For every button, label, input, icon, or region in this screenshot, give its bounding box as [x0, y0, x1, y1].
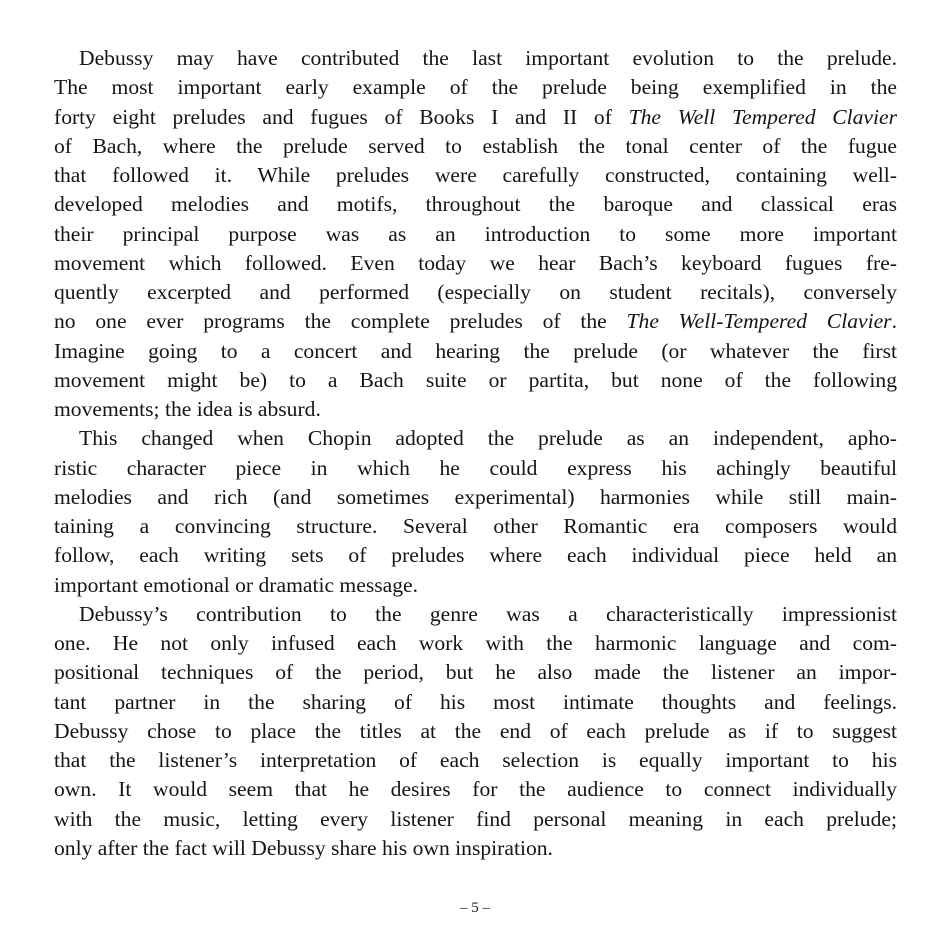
- paragraph: [54, 44, 897, 424]
- text-line: [54, 278, 897, 307]
- text-run: Debussy’s contribution to the genre was a characteristically impressionist: [79, 601, 897, 626]
- text-run: movement which followed. Even today we hear Bach’s keyboard fugues fre-: [54, 250, 897, 275]
- paragraph: [54, 600, 897, 863]
- text-line: [54, 249, 897, 278]
- text-line: [54, 454, 897, 483]
- text-run: The most important early example of the prelude being exemplified in the: [54, 75, 897, 100]
- text-run: that followed it. While preludes were carefully constructed, containing well-: [54, 163, 897, 187]
- text-line: [54, 220, 897, 249]
- text-run: ristic character piece in which he could express his achingly beautiful: [54, 455, 897, 480]
- text-run: melodies and rich (and sometimes experimental) harmonies while still main-: [54, 484, 897, 509]
- text-run: positional techniques of the period, but he also made the listener an impor-: [54, 660, 897, 685]
- text-run: their principal purpose was as an introduction to some more important: [54, 221, 897, 246]
- text-line: [54, 190, 897, 219]
- text-run: of Bach, where the prelude served to establish the tonal center of the fugue: [54, 133, 897, 158]
- text-line: [54, 512, 897, 541]
- text-run: movement might be) to a Bach suite or partita, but none of the following: [54, 367, 897, 392]
- text-line: [54, 483, 897, 512]
- text-line: [54, 629, 897, 658]
- text-line: [54, 161, 897, 190]
- text-line: [54, 541, 897, 570]
- text-run: quently excerpted and performed (especially on student recitals), conversely: [54, 280, 897, 304]
- text-run: follow, each writing sets of preludes where each individual piece held an: [54, 543, 897, 568]
- text-run: important emotional or dramatic message.: [54, 572, 418, 597]
- text-line: [54, 658, 897, 687]
- text-line: [54, 307, 897, 336]
- text-run: taining a convincing structure. Several other Romantic era composers would: [54, 514, 897, 538]
- paragraph: [54, 424, 897, 600]
- text-run: Debussy may have contributed the last important evolution to the prelude.: [79, 46, 897, 70]
- text-run: This changed when Chopin adopted the prelude as an independent, apho-: [79, 426, 897, 451]
- text-line: [54, 688, 897, 717]
- text-line: [54, 717, 897, 746]
- text-line: [54, 834, 897, 863]
- text-run: forty eight preludes and fugues of Books I and II of: [54, 104, 629, 129]
- text-line: [54, 571, 897, 600]
- text-run: no one ever programs the complete preludes of the: [54, 309, 627, 334]
- text-line: [54, 775, 897, 804]
- page-number: – 5 –: [460, 900, 490, 916]
- text-line: [54, 805, 897, 834]
- text-run: one. He not only infused each work with the harmonic language and com-: [54, 631, 897, 655]
- text-line: [54, 366, 897, 395]
- text-run: .: [891, 309, 897, 334]
- text-run: with the music, letting every listener find personal meaning in each prelude;: [54, 806, 897, 831]
- text-line: [54, 337, 897, 366]
- text-line: [54, 103, 897, 132]
- text-run: Debussy chose to place the titles at the end of each prelude as if to suggest: [54, 718, 897, 743]
- text-run: developed melodies and motifs, throughout the baroque and classical eras: [54, 192, 897, 217]
- text-run: only after the fact will Debussy share his own inspiration.: [54, 835, 553, 860]
- text-line: [54, 44, 897, 73]
- italic-title: The Well Tempered Clavier: [628, 104, 898, 129]
- text-line: [54, 600, 897, 629]
- text-run: Imagine going to a concert and hearing the prelude (or whatever the first: [54, 338, 897, 363]
- body-text: [54, 44, 897, 863]
- text-run: own. It would seem that he desires for the audience to connect individually: [54, 777, 897, 802]
- text-run: movements; the idea is absurd.: [54, 397, 321, 421]
- text-line: [54, 73, 897, 102]
- text-line: [54, 746, 897, 775]
- text-line: [54, 424, 897, 453]
- text-run: that the listener’s interpretation of each selection is equally important to his: [54, 748, 897, 772]
- text-line: [54, 395, 897, 424]
- italic-title: The Well-Tempered Clavier: [626, 309, 892, 334]
- text-run: tant partner in the sharing of his most intimate thoughts and feelings.: [54, 689, 897, 714]
- text-line: [54, 132, 897, 161]
